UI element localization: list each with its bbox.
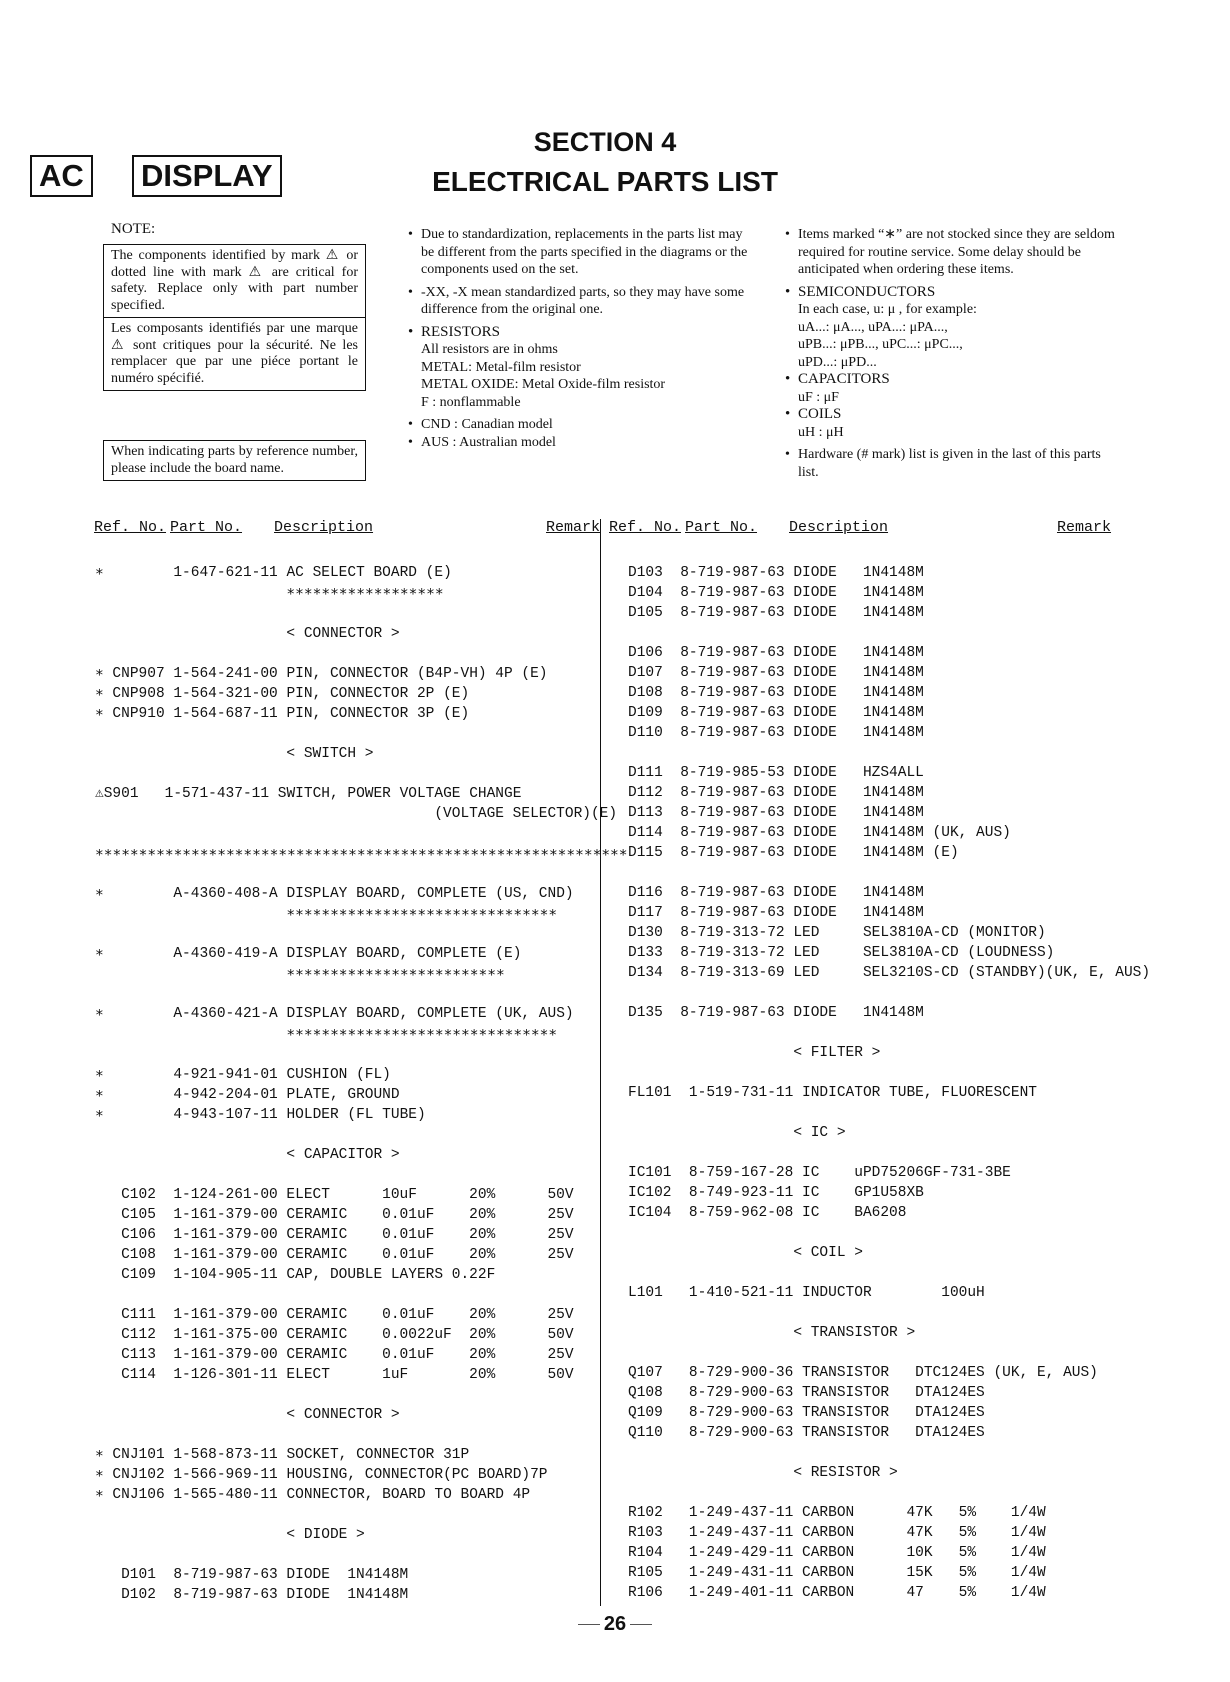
safety-note-en: The components identified by mark ⚠ or dotted line with mark ⚠ are critical for safety. Replace only with part number specified. (111, 248, 358, 313)
parts-row: ∗ 4-943-107-11 HOLDER (FL TUBE) (95, 1107, 426, 1123)
parts-row: D108 8-719-987-63 DIODE 1N4148M (628, 685, 924, 701)
parts-row: D133 8-719-313-72 LED SEL3810A-CD (LOUDNESS) (628, 945, 1055, 961)
coil-note: uH : μH (798, 424, 844, 440)
parts-row: Q108 8-729-900-63 TRANSISTOR DTA124ES (628, 1385, 985, 1401)
resistor-note-2: METAL: Metal-film resistor (421, 359, 581, 375)
parts-row: C112 1-161-375-00 CERAMIC 0.0022uF 20% 50V (95, 1327, 574, 1343)
parts-row: ∗∗∗∗∗∗∗∗∗∗∗∗∗∗∗∗∗∗∗∗∗∗∗∗∗ (95, 966, 505, 982)
parts-row: C111 1-161-379-00 CERAMIC 0.01uF 20% 25V (95, 1307, 574, 1323)
category-heading: < IC > (628, 1125, 846, 1141)
parts-row: IC102 8-749-923-11 IC GP1U58XB (628, 1185, 924, 1201)
parts-row: ∗ CNJ101 1-568-873-11 SOCKET, CONNECTOR 31P (95, 1447, 470, 1463)
parts-row: ∗ A-4360-421-A DISPLAY BOARD, COMPLETE (UK, AUS) (95, 1006, 574, 1022)
parts-row: FL101 1-519-731-11 INDICATOR TUBE, FLUORESCENT (628, 1085, 1037, 1101)
page-number: 26 (603, 1613, 627, 1635)
parts-row: D110 8-719-987-63 DIODE 1N4148M (628, 725, 924, 741)
semi-note-3: uPB...: μPB..., uPC...: μPC..., (798, 337, 963, 352)
parts-row: ∗ CNP907 1-564-241-00 PIN, CONNECTOR (B4P-VH) 4P (E) (95, 666, 548, 682)
parts-row: ∗∗∗∗∗∗∗∗∗∗∗∗∗∗∗∗∗∗∗∗∗∗∗∗∗∗∗∗∗∗∗ (95, 906, 558, 922)
parts-row: D103 8-719-987-63 DIODE 1N4148M (628, 565, 924, 581)
parts-row: D107 8-719-987-63 DIODE 1N4148M (628, 665, 924, 681)
parts-row: C102 1-124-261-00 ELECT 10uF 20% 50V (95, 1187, 574, 1203)
parts-row: D135 8-719-987-63 DIODE 1N4148M (628, 1005, 924, 1021)
parts-row: ∗ 4-942-204-01 PLATE, GROUND (95, 1087, 400, 1103)
semi-note-2: uA...: μA..., uPA...: μPA..., (798, 319, 948, 335)
semiconductors-heading: • SEMICONDUCTORS (785, 284, 1115, 302)
parts-row: C113 1-161-379-00 CERAMIC 0.01uF 20% 25V (95, 1347, 574, 1363)
left-header-part: Part No. (170, 519, 243, 536)
parts-row: D117 8-719-987-63 DIODE 1N4148M (628, 905, 924, 921)
capacitor-note: uF : μF (798, 389, 839, 405)
cnd-note: • CND : Canadian model (408, 416, 748, 434)
note-label: NOTE: (111, 221, 156, 237)
semi-note-1: In each case, u: μ , for example: (798, 302, 977, 317)
right-header-part: Part No. (685, 519, 758, 536)
right-header-ref: Ref. No. (609, 519, 682, 536)
parts-row: D111 8-719-985-53 DIODE HZS4ALL (628, 765, 924, 781)
parts-row: ∗ A-4360-408-A DISPLAY BOARD, COMPLETE (US, CND) (95, 886, 574, 902)
parts-row: C109 1-104-905-11 CAP, DOUBLE LAYERS 0.22F (95, 1267, 496, 1283)
parts-row: ∗ CNJ102 1-566-969-11 HOUSING, CONNECTOR(PC BOARD)7P (95, 1467, 548, 1483)
category-heading: < RESISTOR > (628, 1465, 898, 1481)
parts-row: D130 8-719-313-72 LED SEL3810A-CD (MONITOR) (628, 925, 1046, 941)
category-heading: < TRANSISTOR > (628, 1325, 916, 1341)
parts-row: R104 1-249-429-11 CARBON 10K 5% 1/4W (628, 1545, 1046, 1561)
parts-row: R103 1-249-437-11 CARBON 47K 5% 1/4W (628, 1525, 1046, 1541)
left-header-ref: Ref. No. (94, 519, 167, 536)
column-divider (600, 519, 601, 1606)
parts-row: C108 1-161-379-00 CERAMIC 0.01uF 20% 25V (95, 1247, 574, 1263)
parts-row: D105 8-719-987-63 DIODE 1N4148M (628, 605, 924, 621)
parts-row: Q107 8-729-900-36 TRANSISTOR DTC124ES (UK, E, AUS) (628, 1365, 1098, 1381)
category-heading: < FILTER > (628, 1045, 881, 1061)
parts-row: D113 8-719-987-63 DIODE 1N4148M (628, 805, 924, 821)
section-number: SECTION 4 (533, 127, 677, 157)
parts-row: D114 8-719-987-63 DIODE 1N4148M (UK, AUS) (628, 825, 1011, 841)
resistor-note-1: All resistors are in ohms (421, 342, 558, 357)
parts-row: D116 8-719-987-63 DIODE 1N4148M (628, 885, 924, 901)
coils-heading: • COILS (785, 406, 1115, 424)
stock-note: • Items marked “∗” are not stocked since they are seldom required for routine service. Some delay should be anticipated when ordering these items. (785, 226, 1115, 279)
parts-row: C106 1-161-379-00 CERAMIC 0.01uF 20% 25V (95, 1227, 574, 1243)
right-header-remark: Remark (1057, 519, 1112, 536)
parts-row: D109 8-719-987-63 DIODE 1N4148M (628, 705, 924, 721)
parts-row: ∗∗∗∗∗∗∗∗∗∗∗∗∗∗∗∗∗∗ (95, 585, 444, 601)
parts-row: ∗ 4-921-941-01 CUSHION (FL) (95, 1067, 391, 1083)
resistors-heading: • RESISTORS (408, 324, 748, 342)
capacitors-heading: • CAPACITORS (785, 371, 1115, 389)
board-name-note-box (103, 440, 366, 481)
parts-row: C105 1-161-379-00 CERAMIC 0.01uF 20% 25V (95, 1207, 574, 1223)
parts-row: D112 8-719-987-63 DIODE 1N4148M (628, 785, 924, 801)
parts-row: D102 8-719-987-63 DIODE 1N4148M (95, 1587, 409, 1603)
parts-row: R106 1-249-401-11 CARBON 47 5% 1/4W (628, 1585, 1046, 1601)
hardware-note: • Hardware (# mark) list is given in the last of this parts list. (785, 446, 1115, 481)
parts-row: ∗ A-4360-419-A DISPLAY BOARD, COMPLETE (E) (95, 946, 522, 962)
parts-row: R105 1-249-431-11 CARBON 15K 5% 1/4W (628, 1565, 1046, 1581)
parts-row: ∗∗∗∗∗∗∗∗∗∗∗∗∗∗∗∗∗∗∗∗∗∗∗∗∗∗∗∗∗∗∗∗∗∗∗∗∗∗∗∗∗∗∗∗∗∗∗∗∗∗∗∗∗∗∗∗∗∗∗∗∗ (95, 846, 628, 862)
parts-row: ∗ CNP910 1-564-687-11 PIN, CONNECTOR 3P (E) (95, 706, 470, 722)
middle-notes (408, 226, 748, 451)
parts-row: R102 1-249-437-11 CARBON 47K 5% 1/4W (628, 1505, 1046, 1521)
board-name-note: When indicating parts by reference number, please include the board name. (111, 444, 358, 476)
std-note: • Due to standardization, replacements in the parts list may be different from the parts specified in the diagrams or the components used on the set. (408, 226, 748, 279)
parts-row: ∗ 1-647-621-11 AC SELECT BOARD (E) (95, 565, 452, 581)
safety-note-box (103, 244, 366, 391)
parts-row: (VOLTAGE SELECTOR)(E) (95, 806, 618, 822)
category-heading: < COIL > (628, 1245, 863, 1261)
parts-row: ∗ CNP908 1-564-321-00 PIN, CONNECTOR 2P (E) (95, 686, 470, 702)
right-header-desc: Description (789, 519, 889, 536)
parts-row: L101 1-410-521-11 INDUCTOR 100uH (628, 1285, 985, 1301)
parts-row: ∗∗∗∗∗∗∗∗∗∗∗∗∗∗∗∗∗∗∗∗∗∗∗∗∗∗∗∗∗∗∗ (95, 1026, 558, 1042)
left-header-remark: Remark (546, 519, 601, 536)
parts-row: Q109 8-729-900-63 TRANSISTOR DTA124ES (628, 1405, 985, 1421)
right-notes (785, 226, 1115, 481)
parts-row: D115 8-719-987-63 DIODE 1N4148M (E) (628, 845, 959, 861)
parts-row: D101 8-719-987-63 DIODE 1N4148M (95, 1567, 409, 1583)
parts-row: D134 8-719-313-69 LED SEL3210S-CD (STANDBY)(UK, E, AUS) (628, 965, 1151, 981)
category-heading: < CONNECTOR > (95, 626, 400, 642)
parts-row: IC101 8-759-167-28 IC uPD75206GF-731-3BE (628, 1165, 1011, 1181)
section-title: ELECTRICAL PARTS LIST (432, 166, 778, 197)
parts-row: IC104 8-759-962-08 IC BA6208 (628, 1205, 907, 1221)
resistor-note-3: METAL OXIDE: Metal Oxide-film resistor (421, 377, 666, 392)
category-heading: < SWITCH > (95, 746, 374, 762)
parts-row: ⚠S901 1-571-437-11 SWITCH, POWER VOLTAGE CHANGE (95, 786, 522, 802)
resistor-note-4: F : nonflammable (421, 394, 521, 410)
semi-note-4: uPD...: μPD... (798, 354, 877, 370)
category-heading: < DIODE > (95, 1527, 365, 1543)
xx-note: • -XX, -X mean standardized parts, so they may have some difference from the original one. (408, 284, 748, 319)
aus-note: • AUS : Australian model (408, 434, 748, 452)
parts-row: ∗ CNJ106 1-565-480-11 CONNECTOR, BOARD TO BOARD 4P (95, 1487, 531, 1503)
parts-row: C114 1-126-301-11 ELECT 1uF 20% 50V (95, 1367, 574, 1383)
category-heading: < CAPACITOR > (95, 1147, 400, 1163)
safety-note-fr: Les composants identifiés par une marque ⚠ sont critiques pour la sécurité. Ne les remplacer que par une piéce portant le numéro spécifié. (104, 317, 365, 390)
parts-row: D106 8-719-987-63 DIODE 1N4148M (628, 645, 924, 661)
parts-row: D104 8-719-987-63 DIODE 1N4148M (628, 585, 924, 601)
tab-ac: AC (30, 155, 93, 197)
page-number-footer (0, 1613, 1230, 1636)
parts-row: Q110 8-729-900-63 TRANSISTOR DTA124ES (628, 1425, 985, 1441)
tab-display: DISPLAY (132, 155, 282, 197)
left-header-desc: Description (274, 519, 374, 536)
category-heading: < CONNECTOR > (95, 1407, 400, 1423)
